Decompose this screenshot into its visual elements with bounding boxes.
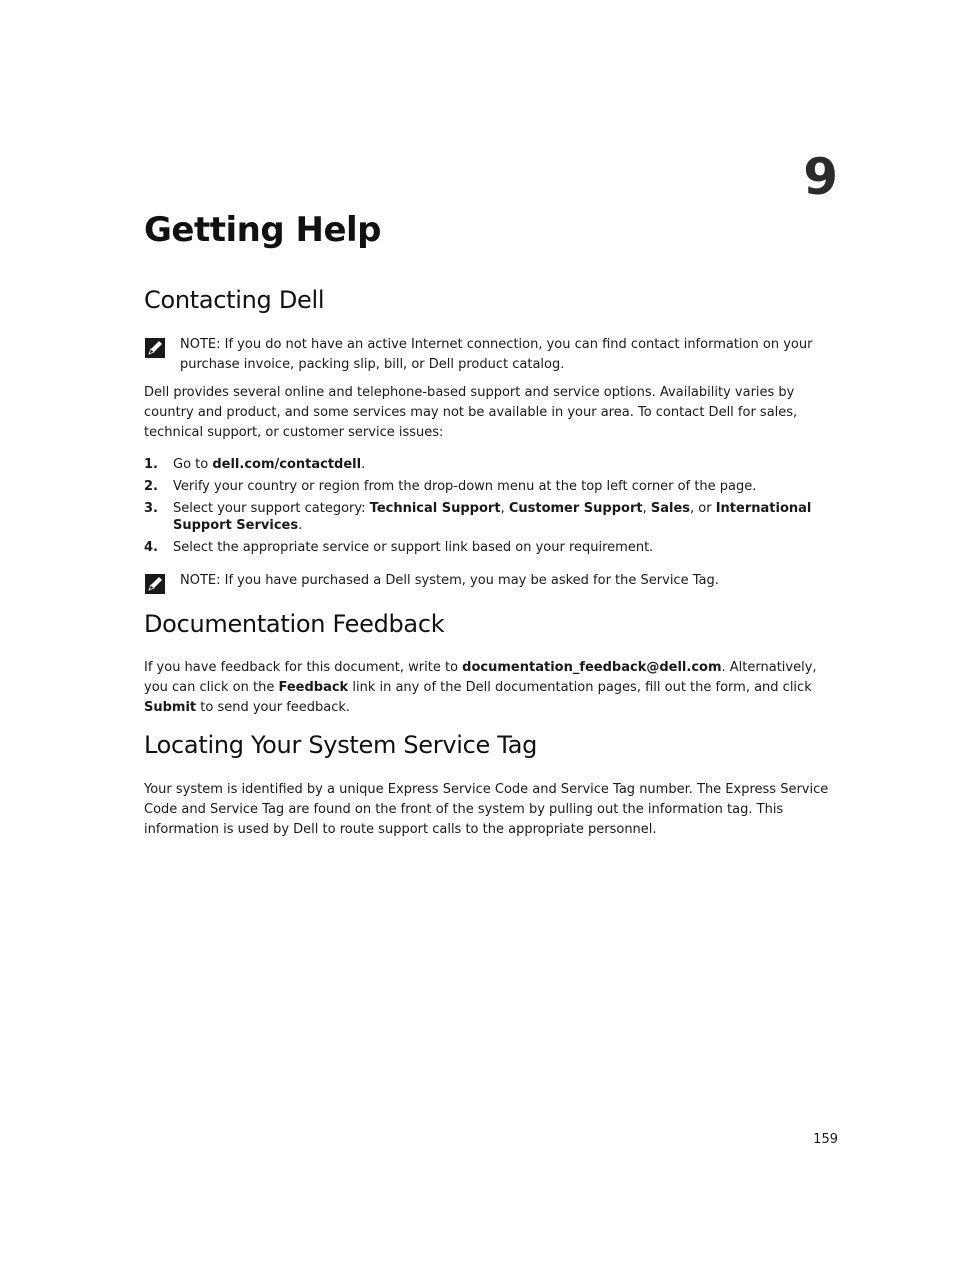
list-item bbox=[144, 539, 838, 556]
step-number: 1. bbox=[144, 457, 158, 472]
list-item bbox=[144, 500, 838, 534]
note-label: NOTE: bbox=[180, 573, 221, 588]
pencil-note-icon bbox=[144, 571, 180, 602]
note-no-internet bbox=[144, 335, 838, 375]
chapter-number: 9 bbox=[803, 148, 838, 206]
section-heading-contacting: Contacting Dell bbox=[144, 286, 325, 314]
list-item bbox=[144, 456, 838, 473]
section-heading-service-tag: Locating Your System Service Tag bbox=[144, 731, 538, 759]
note-body: If you do not have an active Internet connection, you can find contact information on your purchase invoice, packing slip, bill, or Dell product catalog. bbox=[180, 337, 813, 372]
list-item bbox=[144, 478, 838, 495]
step-text: Go to dell.com/contactdell. bbox=[173, 457, 366, 472]
submit-label: Submit bbox=[144, 700, 197, 715]
note-text bbox=[180, 335, 838, 375]
step-text: Verify your country or region from the drop-down menu at the top left corner of the page. bbox=[173, 479, 757, 494]
feedback-email-link[interactable]: documentation_feedback@dell.com bbox=[462, 660, 722, 675]
contacting-intro: Dell provides several online and telephone-based support and service options. Availability varies by country and product, and some services may not be available in your area. To contact Dell for sales, technical support, or customer service issues: bbox=[144, 385, 798, 440]
feedback-link: Feedback bbox=[278, 680, 349, 695]
step-text: Select the appropriate service or support link based on your requirement. bbox=[173, 540, 654, 555]
step-number: 3. bbox=[144, 501, 158, 516]
note-label: NOTE: bbox=[180, 337, 221, 352]
step-text: Select your support category: Technical Support, Customer Support, Sales, or International Support Services. bbox=[173, 501, 812, 533]
contact-steps bbox=[144, 456, 838, 558]
step-number: 4. bbox=[144, 540, 158, 555]
pencil-note-icon bbox=[144, 335, 180, 375]
note-service-tag bbox=[144, 571, 838, 602]
section-heading-feedback: Documentation Feedback bbox=[144, 610, 445, 638]
contactdell-link[interactable]: dell.com/contactdell bbox=[212, 457, 362, 472]
chapter-title: Getting Help bbox=[144, 210, 382, 250]
note-text bbox=[180, 571, 838, 602]
feedback-paragraph: If you have feedback for this document, write to documentation_feedback@dell.com. Alternatively, you can click on the Feedback link in any of the Dell documentation pages, fill out the form, and click Submit to send your feedback. bbox=[144, 660, 817, 715]
note-body: If you have purchased a Dell system, you may be asked for the Service Tag. bbox=[220, 573, 719, 588]
step-number: 2. bbox=[144, 479, 158, 494]
service-tag-paragraph: Your system is identified by a unique Express Service Code and Service Tag number. The Express Service Code and Service Tag are found on the front of the system by pulling out the information tag. This information is used by Dell to route support calls to the appropriate personnel. bbox=[144, 782, 829, 837]
page-number: 159 bbox=[813, 1132, 838, 1147]
